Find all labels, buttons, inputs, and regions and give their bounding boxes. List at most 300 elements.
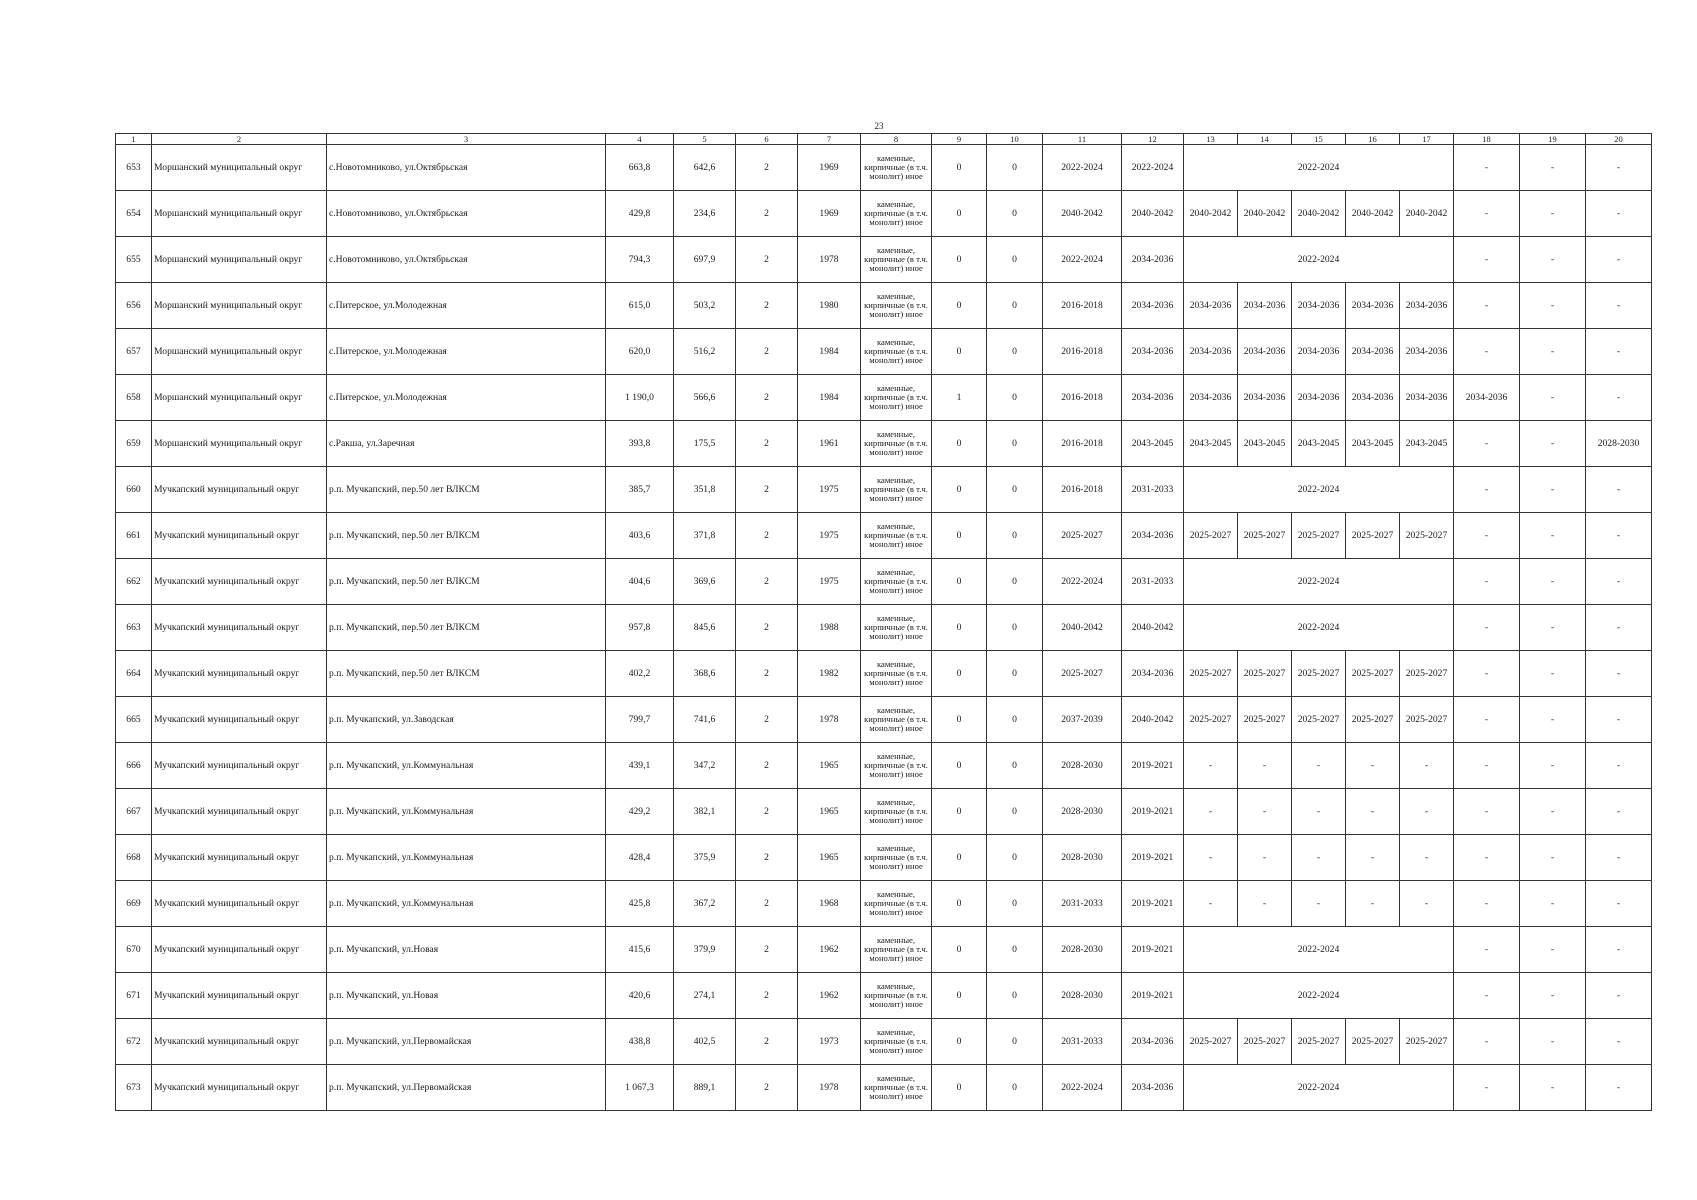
- col-12-cell: 2034-2036: [1122, 1019, 1184, 1065]
- col-13-cell: 2025-2027: [1184, 697, 1238, 743]
- col-17-cell: 2025-2027: [1400, 651, 1454, 697]
- col-20-cell: -: [1586, 467, 1652, 513]
- living-area-cell: 566,6: [674, 375, 736, 421]
- col-19-cell: -: [1520, 1019, 1586, 1065]
- year-built-cell: 1965: [798, 789, 861, 835]
- floors-cell: 2: [736, 835, 798, 881]
- district-cell: Мучкапский муниципальный округ: [152, 467, 327, 513]
- col-14-cell: -: [1238, 743, 1292, 789]
- col-12-cell: 2019-2021: [1122, 789, 1184, 835]
- address-cell: р.п. Мучкапский, ул.Заводская: [327, 697, 606, 743]
- living-area-cell: 845,6: [674, 605, 736, 651]
- wall-material-cell: каменные, кирпичные (в т.ч. монолит) иное: [861, 329, 932, 375]
- col-16-cell: -: [1346, 881, 1400, 927]
- col-17-cell: 2043-2045: [1400, 421, 1454, 467]
- table-row: [116, 651, 1652, 697]
- col-10-cell: 0: [987, 375, 1043, 421]
- district-cell: Мучкапский муниципальный округ: [152, 835, 327, 881]
- living-area-cell: 697,9: [674, 237, 736, 283]
- col-11-cell: 2028-2030: [1043, 743, 1122, 789]
- col-11-cell: 2031-2033: [1043, 1019, 1122, 1065]
- address-cell: с.Новотомниково, ул.Октябрьская: [327, 237, 606, 283]
- row-number: 663: [116, 605, 152, 651]
- row-number: 655: [116, 237, 152, 283]
- table-row: [116, 237, 1652, 283]
- address-cell: с.Новотомниково, ул.Октябрьская: [327, 191, 606, 237]
- row-number: 672: [116, 1019, 152, 1065]
- merged-period-cell: 2022-2024: [1184, 237, 1454, 283]
- year-built-cell: 1978: [798, 697, 861, 743]
- col-18-cell: -: [1454, 283, 1520, 329]
- col-16-cell: 2025-2027: [1346, 513, 1400, 559]
- year-built-cell: 1975: [798, 559, 861, 605]
- living-area-cell: 741,6: [674, 697, 736, 743]
- col-9-cell: 0: [932, 237, 987, 283]
- col-13-cell: -: [1184, 881, 1238, 927]
- col-20-cell: -: [1586, 789, 1652, 835]
- header-col-13: 13: [1184, 134, 1238, 145]
- col-14-cell: -: [1238, 881, 1292, 927]
- col-11-cell: 2031-2033: [1043, 881, 1122, 927]
- col-9-cell: 0: [932, 697, 987, 743]
- col-13-cell: 2025-2027: [1184, 651, 1238, 697]
- col-11-cell: 2016-2018: [1043, 329, 1122, 375]
- table-row: [116, 513, 1652, 559]
- table-row: [116, 835, 1652, 881]
- address-cell: с.Ракша, ул.Заречная: [327, 421, 606, 467]
- col-11-cell: 2016-2018: [1043, 283, 1122, 329]
- col-18-cell: -: [1454, 789, 1520, 835]
- col-11-cell: 2022-2024: [1043, 559, 1122, 605]
- floors-cell: 2: [736, 329, 798, 375]
- col-19-cell: -: [1520, 513, 1586, 559]
- year-built-cell: 1975: [798, 467, 861, 513]
- floors-cell: 2: [736, 973, 798, 1019]
- col-20-cell: -: [1586, 881, 1652, 927]
- wall-material-cell: каменные, кирпичные (в т.ч. монолит) иное: [861, 145, 932, 191]
- year-built-cell: 1980: [798, 283, 861, 329]
- row-number: 673: [116, 1065, 152, 1111]
- wall-material-cell: каменные, кирпичные (в т.ч. монолит) иное: [861, 881, 932, 927]
- col-12-cell: 2019-2021: [1122, 927, 1184, 973]
- district-cell: Моршанский муниципальный округ: [152, 421, 327, 467]
- address-cell: р.п. Мучкапский, пер.50 лет ВЛКСМ: [327, 605, 606, 651]
- col-16-cell: 2034-2036: [1346, 375, 1400, 421]
- row-number: 661: [116, 513, 152, 559]
- total-area-cell: 615,0: [606, 283, 674, 329]
- living-area-cell: 375,9: [674, 835, 736, 881]
- col-19-cell: -: [1520, 1065, 1586, 1111]
- col-11-cell: 2028-2030: [1043, 835, 1122, 881]
- col-18-cell: -: [1454, 513, 1520, 559]
- floors-cell: 2: [736, 191, 798, 237]
- total-area-cell: 429,2: [606, 789, 674, 835]
- col-12-cell: 2034-2036: [1122, 513, 1184, 559]
- district-cell: Мучкапский муниципальный округ: [152, 881, 327, 927]
- col-12-cell: 2019-2021: [1122, 835, 1184, 881]
- wall-material-cell: каменные, кирпичные (в т.ч. монолит) иное: [861, 835, 932, 881]
- col-16-cell: 2040-2042: [1346, 191, 1400, 237]
- col-19-cell: -: [1520, 789, 1586, 835]
- col-9-cell: 0: [932, 559, 987, 605]
- col-15-cell: 2043-2045: [1292, 421, 1346, 467]
- year-built-cell: 1973: [798, 1019, 861, 1065]
- col-14-cell: 2043-2045: [1238, 421, 1292, 467]
- col-9-cell: 0: [932, 513, 987, 559]
- col-10-cell: 0: [987, 651, 1043, 697]
- col-12-cell: 2034-2036: [1122, 283, 1184, 329]
- header-col-11: 11: [1043, 134, 1122, 145]
- header-col-15: 15: [1292, 134, 1346, 145]
- table-row: [116, 881, 1652, 927]
- col-10-cell: 0: [987, 513, 1043, 559]
- merged-period-cell: 2022-2024: [1184, 927, 1454, 973]
- col-18-cell: -: [1454, 1065, 1520, 1111]
- col-13-cell: 2025-2027: [1184, 1019, 1238, 1065]
- floors-cell: 2: [736, 743, 798, 789]
- col-12-cell: 2019-2021: [1122, 973, 1184, 1019]
- total-area-cell: 404,6: [606, 559, 674, 605]
- col-13-cell: -: [1184, 743, 1238, 789]
- district-cell: Мучкапский муниципальный округ: [152, 559, 327, 605]
- table-row: [116, 145, 1652, 191]
- table-row: [116, 1065, 1652, 1111]
- total-area-cell: 1 067,3: [606, 1065, 674, 1111]
- col-11-cell: 2016-2018: [1043, 375, 1122, 421]
- col-16-cell: -: [1346, 789, 1400, 835]
- col-17-cell: 2034-2036: [1400, 375, 1454, 421]
- row-number: 668: [116, 835, 152, 881]
- header-col-8: 8: [861, 134, 932, 145]
- col-19-cell: -: [1520, 743, 1586, 789]
- district-cell: Моршанский муниципальный округ: [152, 191, 327, 237]
- living-area-cell: 347,2: [674, 743, 736, 789]
- col-15-cell: 2025-2027: [1292, 513, 1346, 559]
- floors-cell: 2: [736, 697, 798, 743]
- col-16-cell: -: [1346, 835, 1400, 881]
- col-19-cell: -: [1520, 283, 1586, 329]
- col-14-cell: 2040-2042: [1238, 191, 1292, 237]
- col-18-cell: -: [1454, 191, 1520, 237]
- col-11-cell: 2037-2039: [1043, 697, 1122, 743]
- col-9-cell: 0: [932, 329, 987, 375]
- living-area-cell: 351,8: [674, 467, 736, 513]
- district-cell: Мучкапский муниципальный округ: [152, 743, 327, 789]
- col-13-cell: 2034-2036: [1184, 283, 1238, 329]
- col-19-cell: -: [1520, 881, 1586, 927]
- col-9-cell: 0: [932, 835, 987, 881]
- floors-cell: 2: [736, 467, 798, 513]
- address-cell: р.п. Мучкапский, ул.Новая: [327, 973, 606, 1019]
- merged-period-cell: 2022-2024: [1184, 559, 1454, 605]
- col-9-cell: 1: [932, 375, 987, 421]
- year-built-cell: 1984: [798, 329, 861, 375]
- col-19-cell: -: [1520, 329, 1586, 375]
- header-col-9: 9: [932, 134, 987, 145]
- wall-material-cell: каменные, кирпичные (в т.ч. монолит) иное: [861, 283, 932, 329]
- col-19-cell: -: [1520, 559, 1586, 605]
- living-area-cell: 889,1: [674, 1065, 736, 1111]
- col-14-cell: 2034-2036: [1238, 329, 1292, 375]
- row-number: 669: [116, 881, 152, 927]
- header-col-1: 1: [116, 134, 152, 145]
- wall-material-cell: каменные, кирпичные (в т.ч. монолит) иное: [861, 421, 932, 467]
- address-cell: р.п. Мучкапский, пер.50 лет ВЛКСМ: [327, 559, 606, 605]
- table-row: [116, 973, 1652, 1019]
- total-area-cell: 1 190,0: [606, 375, 674, 421]
- col-10-cell: 0: [987, 145, 1043, 191]
- floors-cell: 2: [736, 1065, 798, 1111]
- floors-cell: 2: [736, 605, 798, 651]
- merged-period-cell: 2022-2024: [1184, 605, 1454, 651]
- table-row: [116, 283, 1652, 329]
- header-col-19: 19: [1520, 134, 1586, 145]
- row-number: 671: [116, 973, 152, 1019]
- wall-material-cell: каменные, кирпичные (в т.ч. монолит) иное: [861, 513, 932, 559]
- col-20-cell: -: [1586, 145, 1652, 191]
- row-number: 657: [116, 329, 152, 375]
- year-built-cell: 1962: [798, 973, 861, 1019]
- header-col-14: 14: [1238, 134, 1292, 145]
- col-17-cell: 2025-2027: [1400, 697, 1454, 743]
- col-12-cell: 2043-2045: [1122, 421, 1184, 467]
- row-number: 670: [116, 927, 152, 973]
- table-row: [116, 697, 1652, 743]
- district-cell: Мучкапский муниципальный округ: [152, 697, 327, 743]
- col-17-cell: -: [1400, 835, 1454, 881]
- col-10-cell: 0: [987, 789, 1043, 835]
- col-9-cell: 0: [932, 789, 987, 835]
- row-number: 654: [116, 191, 152, 237]
- col-14-cell: 2025-2027: [1238, 697, 1292, 743]
- year-built-cell: 1988: [798, 605, 861, 651]
- header-col-7: 7: [798, 134, 861, 145]
- col-9-cell: 0: [932, 651, 987, 697]
- col-20-cell: -: [1586, 835, 1652, 881]
- wall-material-cell: каменные, кирпичные (в т.ч. монолит) иное: [861, 191, 932, 237]
- col-14-cell: 2025-2027: [1238, 513, 1292, 559]
- wall-material-cell: каменные, кирпичные (в т.ч. монолит) иное: [861, 467, 932, 513]
- col-20-cell: -: [1586, 283, 1652, 329]
- col-13-cell: 2040-2042: [1184, 191, 1238, 237]
- floors-cell: 2: [736, 789, 798, 835]
- col-11-cell: 2040-2042: [1043, 191, 1122, 237]
- col-9-cell: 0: [932, 743, 987, 789]
- col-14-cell: 2034-2036: [1238, 283, 1292, 329]
- total-area-cell: 385,7: [606, 467, 674, 513]
- header-col-5: 5: [674, 134, 736, 145]
- header-col-2: 2: [152, 134, 327, 145]
- col-18-cell: 2034-2036: [1454, 375, 1520, 421]
- col-16-cell: 2034-2036: [1346, 329, 1400, 375]
- floors-cell: 2: [736, 375, 798, 421]
- col-11-cell: 2022-2024: [1043, 145, 1122, 191]
- col-17-cell: -: [1400, 743, 1454, 789]
- header-row: [116, 134, 1652, 145]
- col-12-cell: 2034-2036: [1122, 329, 1184, 375]
- table-row: [116, 467, 1652, 513]
- table-row: [116, 1019, 1652, 1065]
- address-cell: р.п. Мучкапский, пер.50 лет ВЛКСМ: [327, 513, 606, 559]
- wall-material-cell: каменные, кирпичные (в т.ч. монолит) иное: [861, 1019, 932, 1065]
- district-cell: Мучкапский муниципальный округ: [152, 651, 327, 697]
- col-20-cell: -: [1586, 559, 1652, 605]
- floors-cell: 2: [736, 513, 798, 559]
- wall-material-cell: каменные, кирпичные (в т.ч. монолит) иное: [861, 375, 932, 421]
- total-area-cell: 438,8: [606, 1019, 674, 1065]
- row-number: 665: [116, 697, 152, 743]
- col-15-cell: -: [1292, 743, 1346, 789]
- col-18-cell: -: [1454, 237, 1520, 283]
- address-cell: с.Новотомниково, ул.Октябрьская: [327, 145, 606, 191]
- col-13-cell: 2025-2027: [1184, 513, 1238, 559]
- col-18-cell: -: [1454, 1019, 1520, 1065]
- living-area-cell: 379,9: [674, 927, 736, 973]
- col-11-cell: 2022-2024: [1043, 1065, 1122, 1111]
- col-18-cell: -: [1454, 329, 1520, 375]
- row-number: 662: [116, 559, 152, 605]
- total-area-cell: 415,6: [606, 927, 674, 973]
- col-10-cell: 0: [987, 329, 1043, 375]
- wall-material-cell: каменные, кирпичные (в т.ч. монолит) иное: [861, 605, 932, 651]
- col-11-cell: 2028-2030: [1043, 789, 1122, 835]
- col-20-cell: -: [1586, 927, 1652, 973]
- year-built-cell: 1965: [798, 743, 861, 789]
- col-20-cell: -: [1586, 973, 1652, 1019]
- col-16-cell: 2025-2027: [1346, 1019, 1400, 1065]
- address-cell: р.п. Мучкапский, ул.Коммунальная: [327, 881, 606, 927]
- col-19-cell: -: [1520, 375, 1586, 421]
- merged-period-cell: 2022-2024: [1184, 1065, 1454, 1111]
- col-11-cell: 2022-2024: [1043, 237, 1122, 283]
- col-10-cell: 0: [987, 283, 1043, 329]
- district-cell: Моршанский муниципальный округ: [152, 329, 327, 375]
- header-col-12: 12: [1122, 134, 1184, 145]
- col-19-cell: -: [1520, 973, 1586, 1019]
- header-col-3: 3: [327, 134, 606, 145]
- col-14-cell: 2025-2027: [1238, 651, 1292, 697]
- col-15-cell: 2025-2027: [1292, 1019, 1346, 1065]
- header-col-17: 17: [1400, 134, 1454, 145]
- col-17-cell: 2025-2027: [1400, 1019, 1454, 1065]
- floors-cell: 2: [736, 559, 798, 605]
- col-10-cell: 0: [987, 973, 1043, 1019]
- col-15-cell: 2034-2036: [1292, 283, 1346, 329]
- table-body: [116, 145, 1652, 1111]
- living-area-cell: 642,6: [674, 145, 736, 191]
- col-17-cell: 2034-2036: [1400, 283, 1454, 329]
- col-10-cell: 0: [987, 421, 1043, 467]
- col-18-cell: -: [1454, 927, 1520, 973]
- col-16-cell: 2043-2045: [1346, 421, 1400, 467]
- col-11-cell: 2028-2030: [1043, 973, 1122, 1019]
- year-built-cell: 1978: [798, 1065, 861, 1111]
- table-row: [116, 329, 1652, 375]
- col-11-cell: 2028-2030: [1043, 927, 1122, 973]
- living-area-cell: 234,6: [674, 191, 736, 237]
- col-10-cell: 0: [987, 1065, 1043, 1111]
- col-9-cell: 0: [932, 191, 987, 237]
- district-cell: Мучкапский муниципальный округ: [152, 513, 327, 559]
- address-cell: р.п. Мучкапский, ул.Новая: [327, 927, 606, 973]
- col-12-cell: 2040-2042: [1122, 697, 1184, 743]
- floors-cell: 2: [736, 283, 798, 329]
- col-10-cell: 0: [987, 697, 1043, 743]
- total-area-cell: 794,3: [606, 237, 674, 283]
- wall-material-cell: каменные, кирпичные (в т.ч. монолит) иное: [861, 743, 932, 789]
- col-18-cell: -: [1454, 145, 1520, 191]
- living-area-cell: 503,2: [674, 283, 736, 329]
- living-area-cell: 175,5: [674, 421, 736, 467]
- col-17-cell: 2034-2036: [1400, 329, 1454, 375]
- total-area-cell: 620,0: [606, 329, 674, 375]
- table-row: [116, 743, 1652, 789]
- col-9-cell: 0: [932, 145, 987, 191]
- col-18-cell: -: [1454, 835, 1520, 881]
- col-17-cell: 2040-2042: [1400, 191, 1454, 237]
- district-cell: Мучкапский муниципальный округ: [152, 973, 327, 1019]
- total-area-cell: 957,8: [606, 605, 674, 651]
- header-col-4: 4: [606, 134, 674, 145]
- col-12-cell: 2031-2033: [1122, 559, 1184, 605]
- address-cell: р.п. Мучкапский, пер.50 лет ВЛКСМ: [327, 467, 606, 513]
- address-cell: р.п. Мучкапский, ул.Коммунальная: [327, 789, 606, 835]
- col-9-cell: 0: [932, 467, 987, 513]
- col-20-cell: -: [1586, 1019, 1652, 1065]
- col-9-cell: 0: [932, 881, 987, 927]
- col-17-cell: -: [1400, 789, 1454, 835]
- col-10-cell: 0: [987, 881, 1043, 927]
- col-13-cell: 2034-2036: [1184, 375, 1238, 421]
- col-20-cell: -: [1586, 513, 1652, 559]
- col-12-cell: 2040-2042: [1122, 605, 1184, 651]
- col-19-cell: -: [1520, 145, 1586, 191]
- merged-period-cell: 2022-2024: [1184, 973, 1454, 1019]
- address-cell: р.п. Мучкапский, пер.50 лет ВЛКСМ: [327, 651, 606, 697]
- col-16-cell: 2025-2027: [1346, 697, 1400, 743]
- col-20-cell: 2028-2030: [1586, 421, 1652, 467]
- address-cell: р.п. Мучкапский, ул.Коммунальная: [327, 743, 606, 789]
- col-9-cell: 0: [932, 927, 987, 973]
- col-9-cell: 0: [932, 973, 987, 1019]
- district-cell: Моршанский муниципальный округ: [152, 283, 327, 329]
- page-number: 23: [874, 121, 884, 131]
- table-row: [116, 375, 1652, 421]
- col-19-cell: -: [1520, 237, 1586, 283]
- year-built-cell: 1969: [798, 145, 861, 191]
- total-area-cell: 420,6: [606, 973, 674, 1019]
- floors-cell: 2: [736, 651, 798, 697]
- col-14-cell: 2034-2036: [1238, 375, 1292, 421]
- floors-cell: 2: [736, 421, 798, 467]
- row-number: 666: [116, 743, 152, 789]
- col-10-cell: 0: [987, 467, 1043, 513]
- col-18-cell: -: [1454, 881, 1520, 927]
- col-19-cell: -: [1520, 835, 1586, 881]
- col-18-cell: -: [1454, 605, 1520, 651]
- col-13-cell: -: [1184, 789, 1238, 835]
- total-area-cell: 439,1: [606, 743, 674, 789]
- col-20-cell: -: [1586, 605, 1652, 651]
- col-16-cell: 2025-2027: [1346, 651, 1400, 697]
- col-18-cell: -: [1454, 697, 1520, 743]
- floors-cell: 2: [736, 1019, 798, 1065]
- col-13-cell: -: [1184, 835, 1238, 881]
- col-10-cell: 0: [987, 237, 1043, 283]
- header-col-18: 18: [1454, 134, 1520, 145]
- row-number: 653: [116, 145, 152, 191]
- wall-material-cell: каменные, кирпичные (в т.ч. монолит) иное: [861, 1065, 932, 1111]
